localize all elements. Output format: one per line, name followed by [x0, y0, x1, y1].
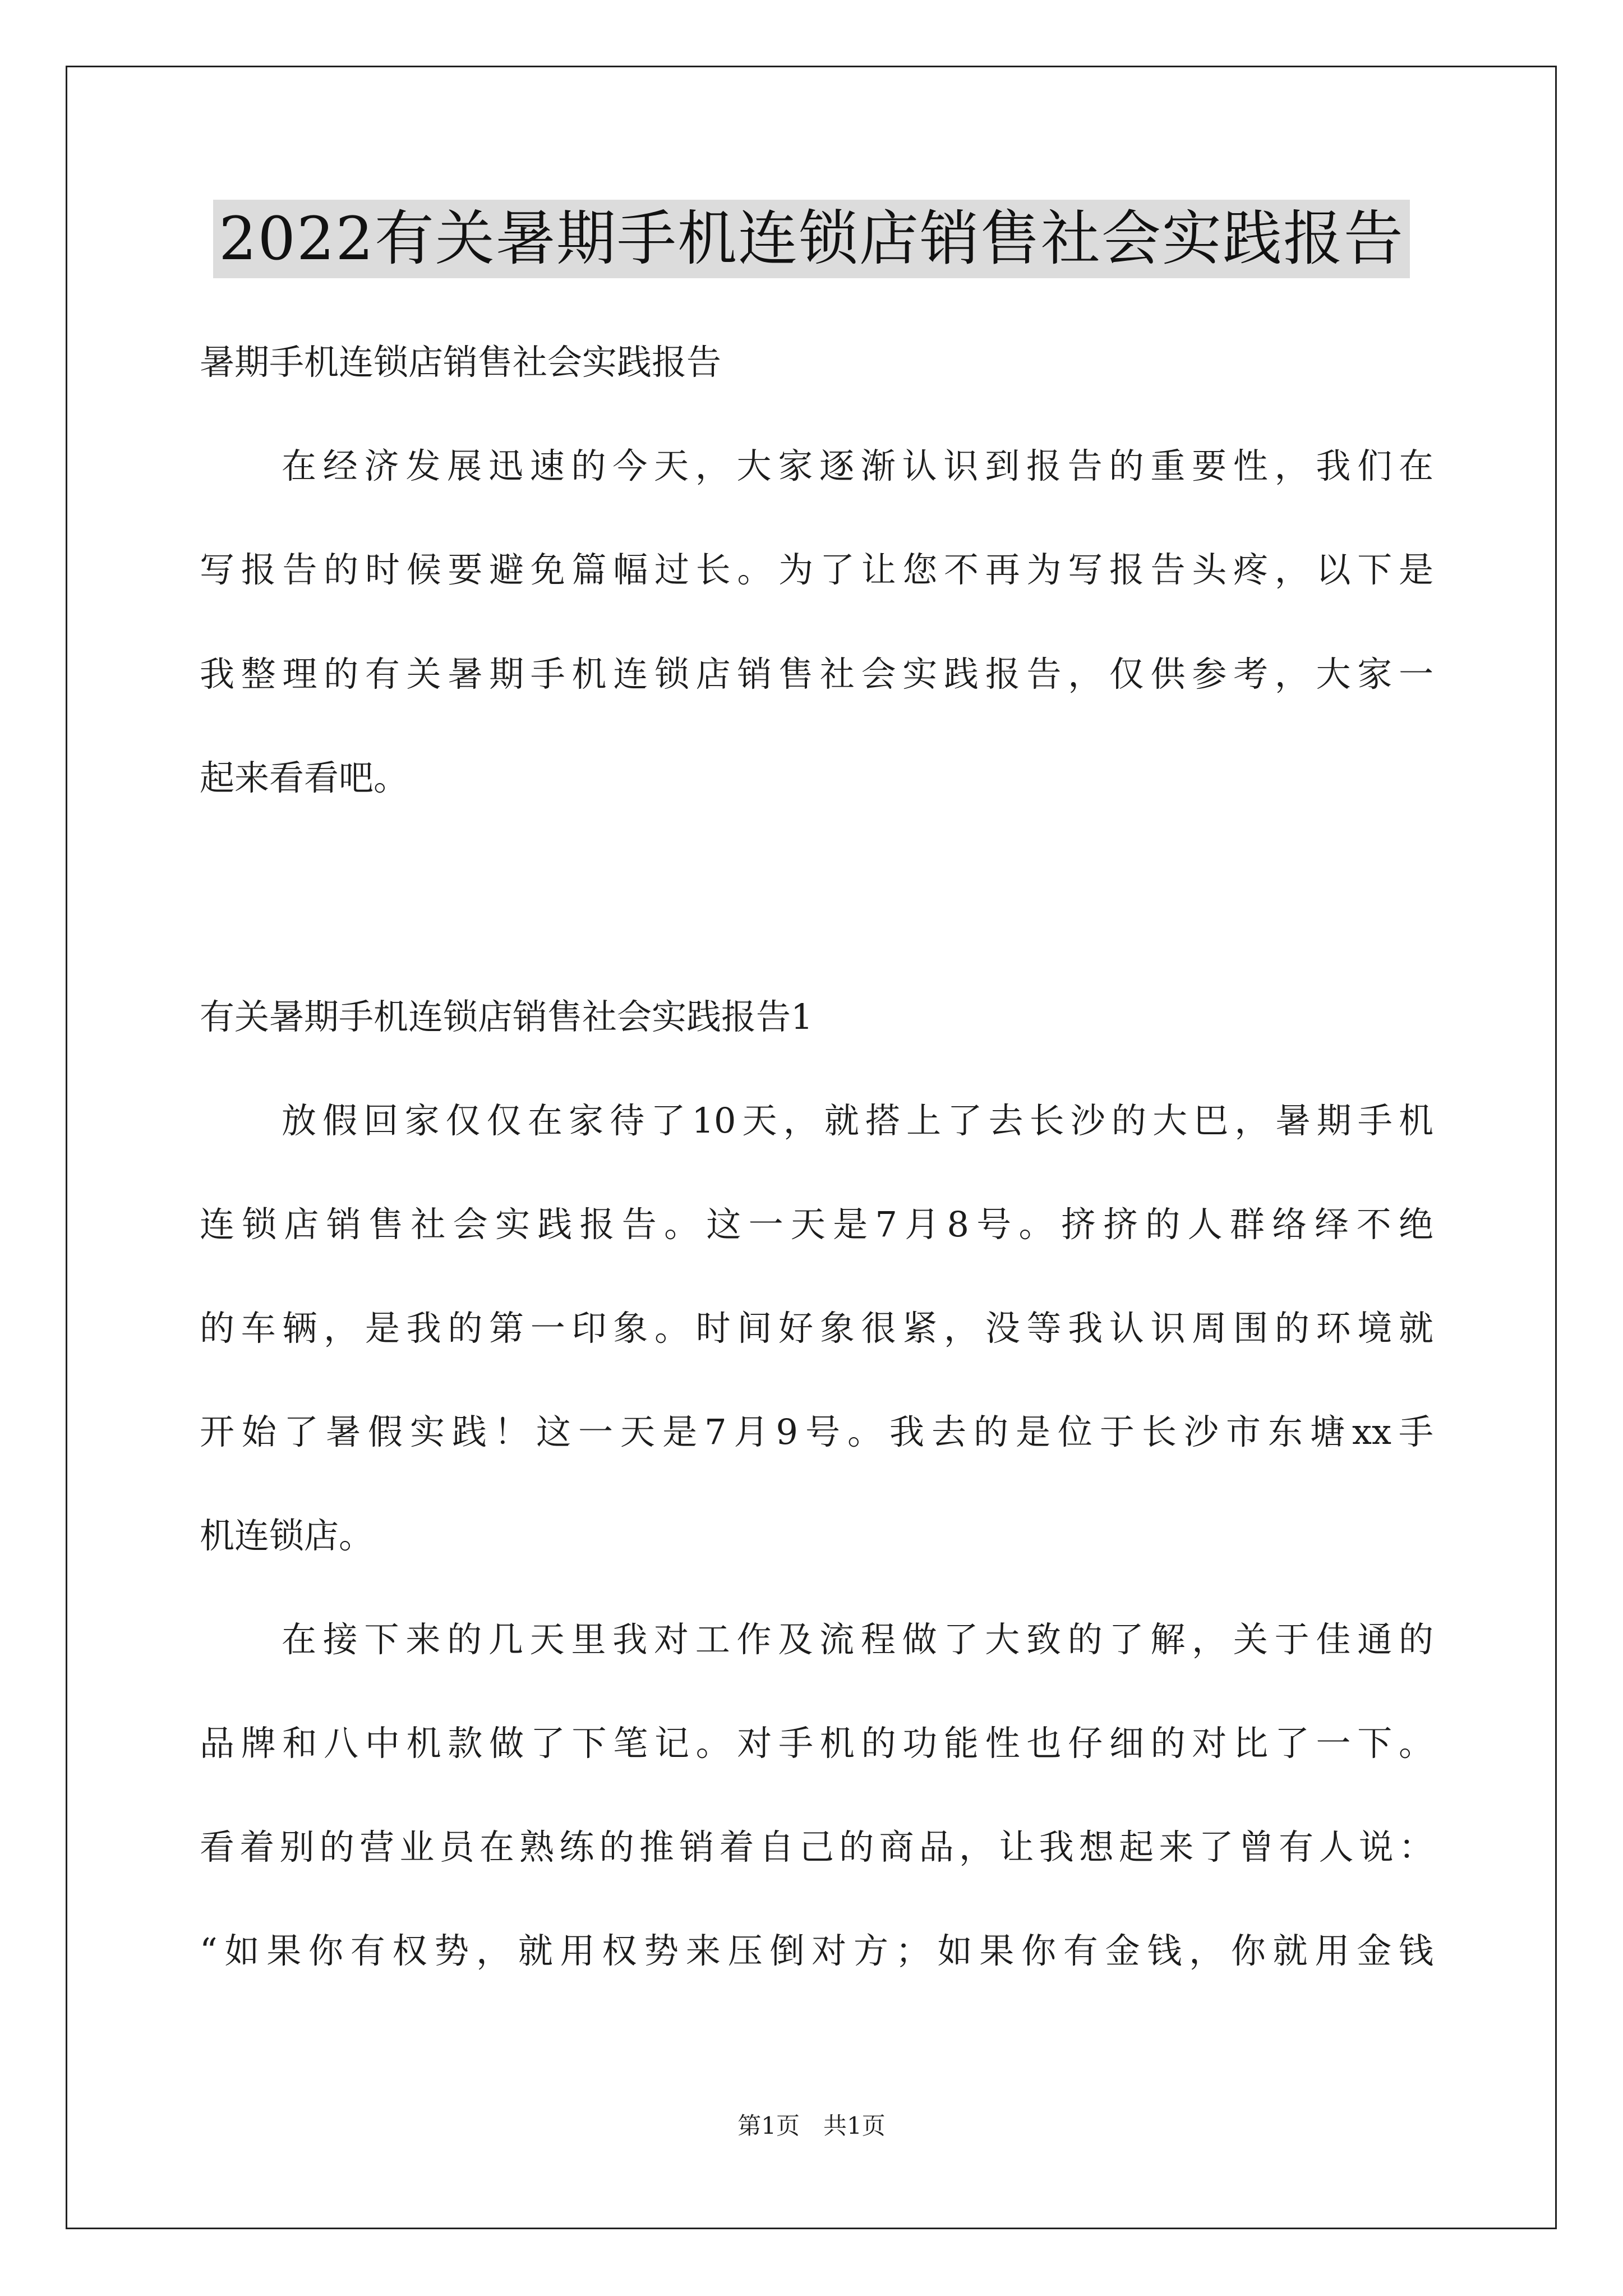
page-footer: 第1页 共1页: [737, 2112, 886, 2139]
title-container: [0, 200, 1623, 278]
paragraph-line: 品牌和八中机款做了下笔记。对手机的功能性也仔细的对比了一下。: [200, 1723, 1433, 1764]
paragraph-line: 看着别的营业员在熟练的推销着自己的商品，让我想起来了曾有人说：: [200, 1826, 1433, 1867]
document-subtitle: 暑期手机连锁店销售社会实践报告: [200, 342, 722, 383]
paragraph-line: 连锁店销售社会实践报告。这一天是7月8号。挤挤的人群络绎不绝: [200, 1204, 1433, 1245]
section-heading: 有关暑期手机连锁店销售社会实践报告1: [200, 996, 813, 1037]
paragraph-line: 在接下来的几天里我对工作及流程做了大致的了解，关于佳通的: [282, 1619, 1433, 1660]
paragraph-line: 的车辆，是我的第一印象。时间好象很紧，没等我认识周围的环境就: [200, 1308, 1433, 1349]
intro-line: 我整理的有关暑期手机连锁店销售社会实践报告，仅供参考，大家一: [200, 654, 1433, 694]
page-border: [66, 66, 1557, 2229]
intro-line: 写报告的时候要避免篇幅过长。为了让您不再为写报告头疼，以下是: [200, 549, 1433, 590]
paragraph-line: 开始了暑假实践！这一天是7月9号。我去的是位于长沙市东塘xx手: [200, 1411, 1433, 1452]
document-title: 2022有关暑期手机连锁店销售社会实践报告: [213, 200, 1410, 278]
intro-line: 在经济发展迅速的今天，大家逐渐认识到报告的重要性，我们在: [282, 445, 1433, 486]
intro-line: 起来看看吧。: [200, 757, 409, 798]
paragraph-line: 放假回家仅仅在家待了10天，就搭上了去长沙的大巴，暑期手机: [282, 1100, 1433, 1141]
paragraph-line: “如果你有权势，就用权势来压倒对方；如果你有金钱，你就用金钱: [200, 1930, 1433, 1971]
paragraph-line: 机连锁店。: [200, 1515, 374, 1556]
